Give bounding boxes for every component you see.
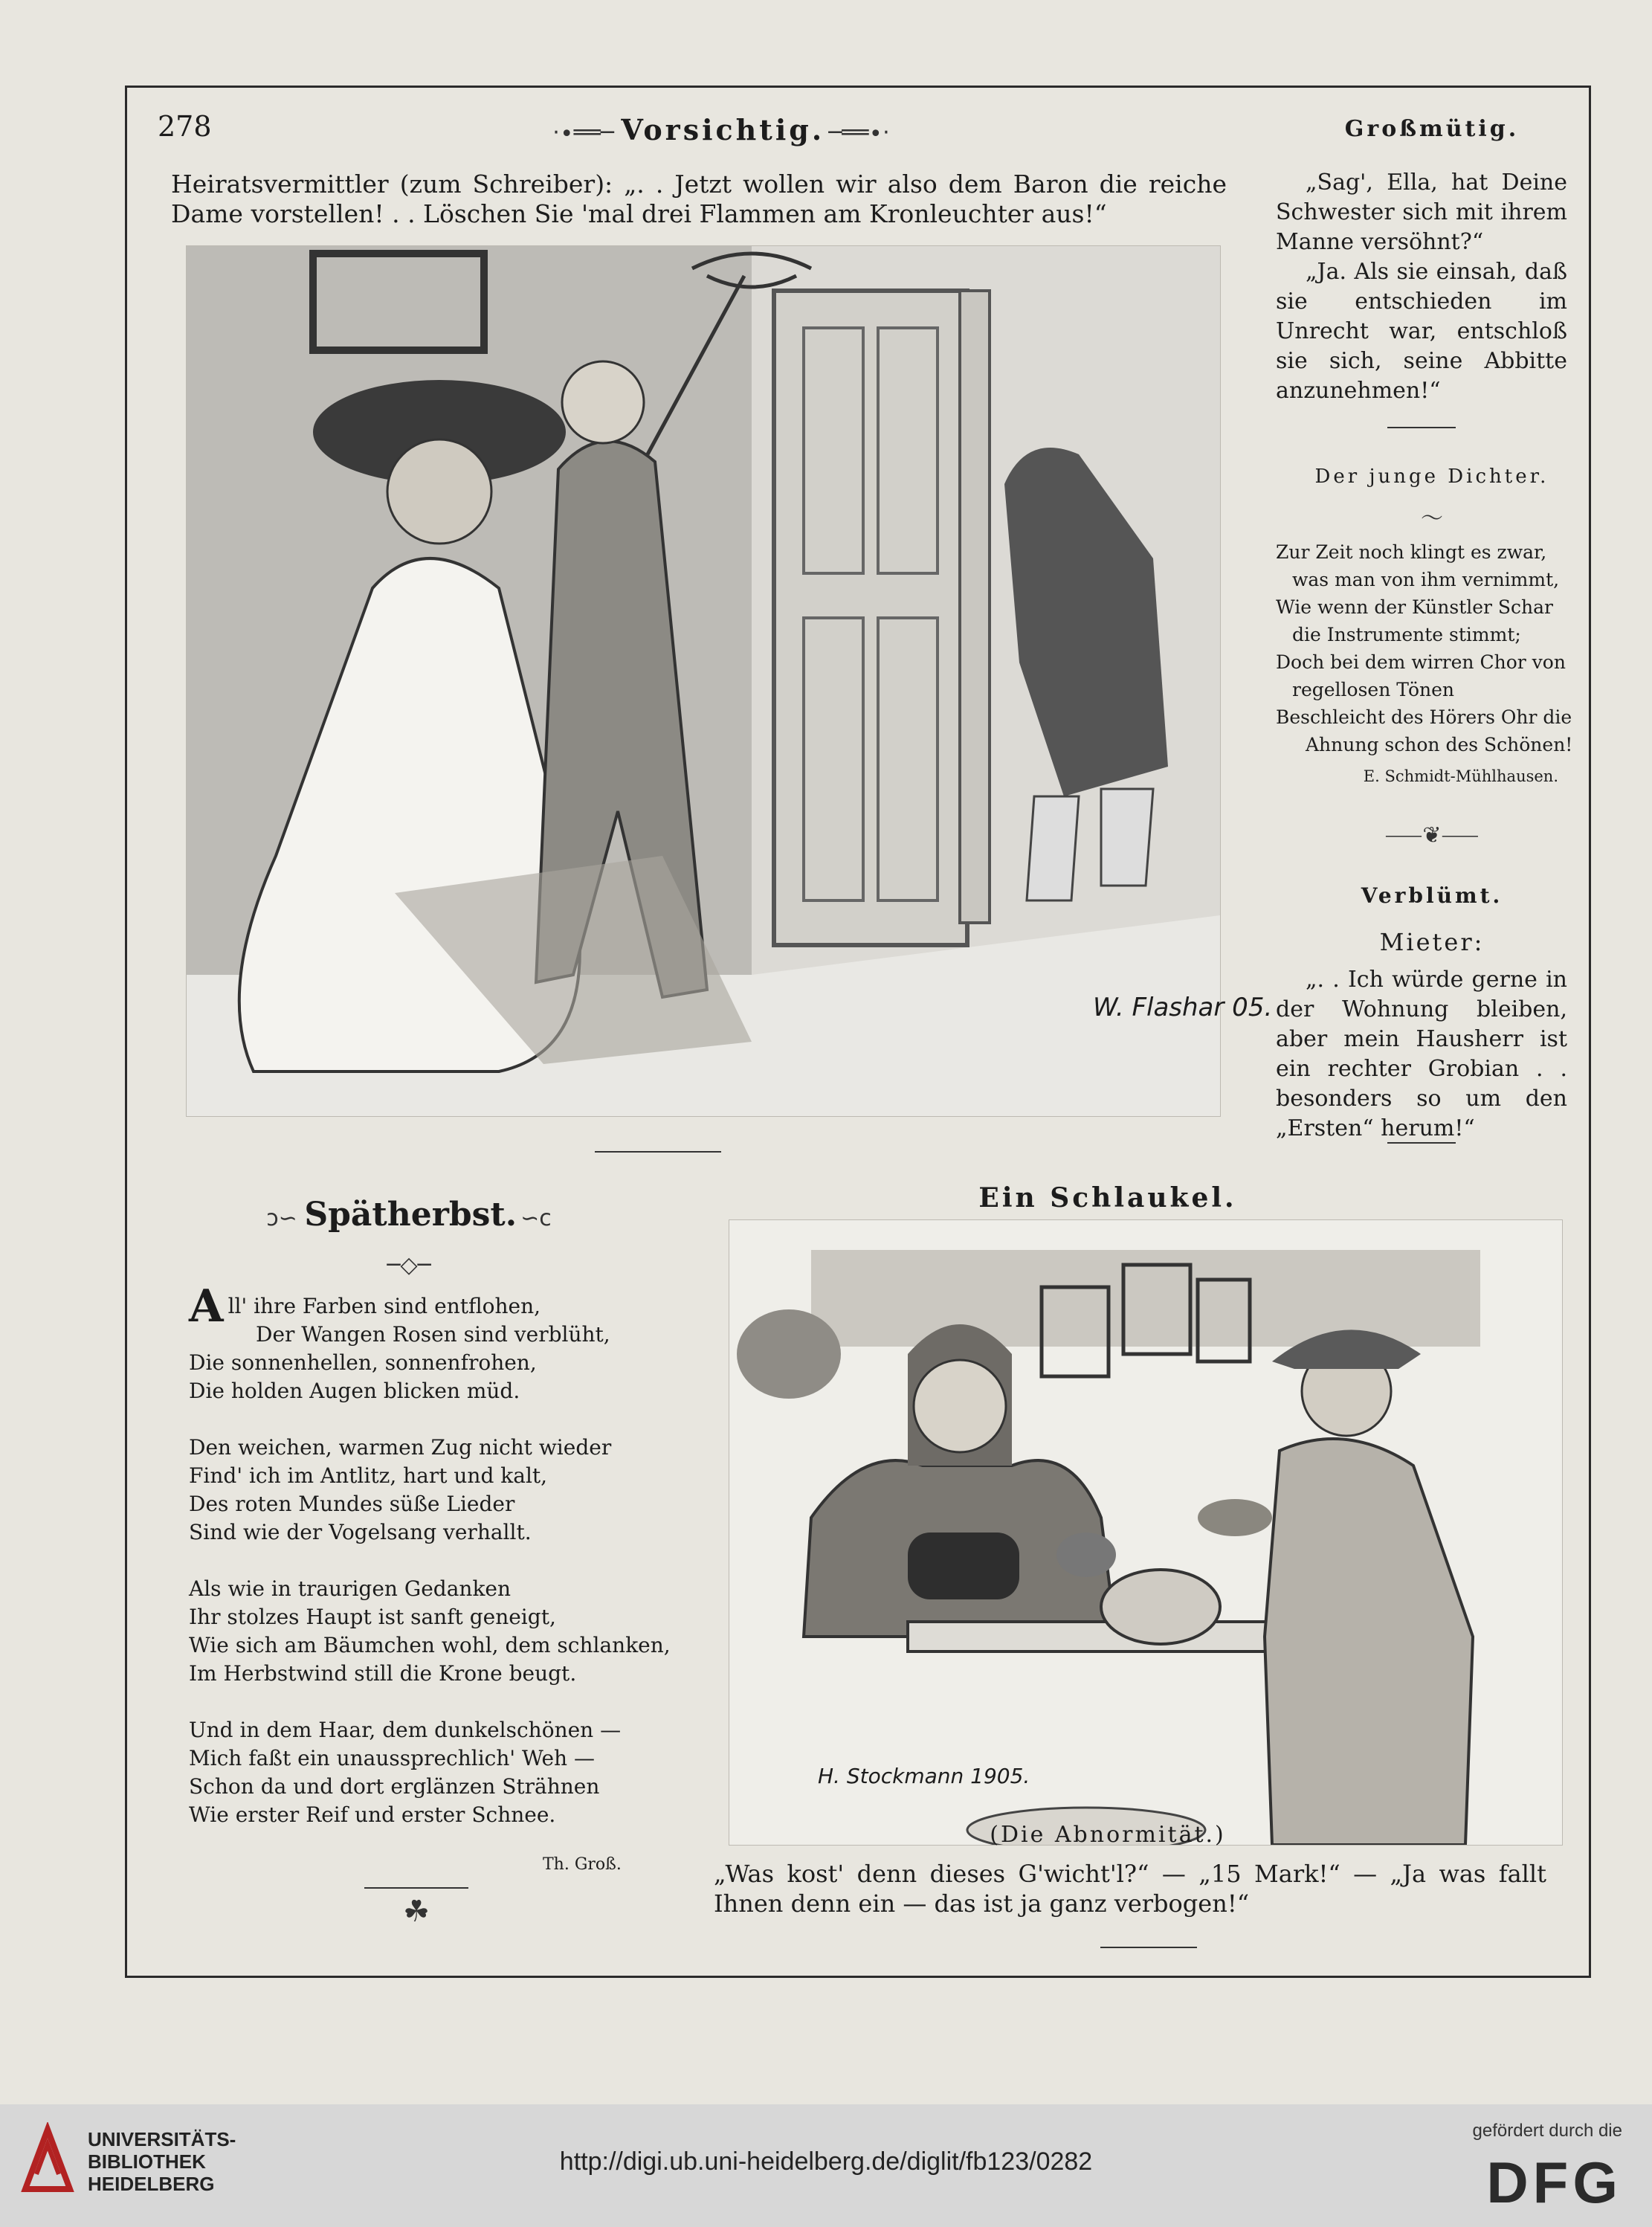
poem-line: Wie wenn der Künstler Schar (1276, 596, 1554, 618)
poem-line: Schon da und dort erglänzen Strähnen (189, 1774, 600, 1799)
dichter-poem (1276, 538, 1573, 758)
poem-line: die Instrumente stimmt; (1292, 624, 1521, 645)
poem-line: Des roten Mundes süße Lieder (189, 1492, 515, 1516)
verbluemt-title: Verblümt. (1361, 883, 1503, 908)
grossmuetig-paragraph-2: „Ja. Als sie einsah, daß sie entschieden im Unrecht war, entschloß sie sich, seine Abbitte anzunehmen!“ (1276, 259, 1567, 404)
cartoon2-title: Ein Schlaukel. (978, 1182, 1237, 1214)
dfg-logo: DFG (1486, 2150, 1622, 2215)
dichter-author: E. Schmidt-Mühlhausen. (1363, 767, 1558, 785)
diamond-ornament-icon: ─◇─ (387, 1252, 431, 1278)
poem-author: Th. Groß. (543, 1855, 622, 1874)
poem-line: Wie erster Reif und erster Schnee. (189, 1802, 556, 1827)
ornament-flourish-icon: ⸺❦⸺ (1384, 822, 1480, 848)
cartoon1-illustration (186, 245, 1221, 1117)
poem-line: Wie sich am Bäumchen wohl, dem schlanken, (189, 1633, 671, 1657)
library-name-line: BIBLIOTHEK (88, 2150, 206, 2173)
ornament-right-icon: ∽c (520, 1205, 552, 1231)
grossmuetig-title: Großmütig. (1344, 116, 1520, 142)
library-name-line: UNIVERSITÄTS- (88, 2128, 236, 2150)
grossmuetig-text (1276, 168, 1567, 406)
poem-line: Mich faßt ein unaussprechlich' Weh — (189, 1746, 595, 1770)
poem-line: All' ihre Farben sind entflohen, (189, 1280, 541, 1332)
dichter-title: Der junge Dichter. (1314, 465, 1549, 488)
poem-title: Spätherbst. (304, 1196, 517, 1234)
ornament-left-icon: ↄ∽ (266, 1205, 305, 1231)
verbluemt-text: „. . Ich würde gerne in der Wohnung bleiben, aber mein Hausherr ist ein rechter Grobian . . besonders so um den „Ersten“ herum!“ (1276, 967, 1567, 1141)
poem-line: Als wie in traurigen Gedanken (189, 1576, 512, 1601)
poem-line: Doch bei dem wirren Chor von (1276, 651, 1566, 673)
divider-line (364, 1887, 468, 1889)
poem-body (189, 1280, 671, 1829)
poem-line: Ahnung schon des Schönen! (1306, 734, 1573, 755)
cartoon2-illustration (729, 1219, 1563, 1846)
salon-scene-image (187, 246, 1220, 1116)
clover-ornament-icon: ☘ (403, 1895, 430, 1929)
cartoon2-signature: H. Stockmann 1905. (818, 1764, 1030, 1788)
poem-line: Find' ich im Antlitz, hart und kalt, (189, 1463, 548, 1488)
poem-line: Beschleicht des Hörers Ohr die (1276, 706, 1572, 728)
shop-scene-image (729, 1220, 1562, 1845)
verbluemt-speaker: Mieter: (1379, 928, 1485, 956)
divider-line (1100, 1947, 1197, 1948)
poem-line: Die holden Augen blicken müd. (189, 1379, 520, 1403)
cartoon2-caption: „Was kost' denn dieses G'wicht'l?“ — „15 Mark!“ — „Ja was fallt Ihnen denn ein — das ist ja ganz verbogen!“ (714, 1860, 1546, 1918)
poem-line: Und in dem Haar, dem dunkelschönen — (189, 1718, 622, 1742)
permalink-url[interactable]: http://digi.ub.uni-heidelberg.de/diglit/fb123/0282 (559, 2147, 1093, 2176)
library-name-line: HEIDELBERG (88, 2173, 215, 2195)
poem-line: regellosen Tönen (1292, 679, 1455, 700)
page-number: 278 (158, 110, 212, 143)
cartoon1-signature: W. Flashar 05. (1093, 993, 1273, 1022)
poem-line: Ihr stolzes Haupt ist sanft geneigt, (189, 1605, 556, 1629)
funded-by-label: gefördert durch die (1472, 2121, 1622, 2141)
cartoon1-title: Vorsichtig. (621, 113, 825, 146)
drop-cap: A (189, 1280, 224, 1332)
poem-line: Im Herbstwind still die Krone beugt. (189, 1661, 577, 1686)
cartoon2-subtitle: (Die Abnormität.) (990, 1822, 1226, 1848)
cartoon1-caption: Heiratsvermittler (zum Schreiber): „. . Jetzt wollen wir also dem Baron die reiche Dame vorstellen! . . Löschen Sie 'mal drei Flammen am Kronleuchter aus!“ (171, 170, 1227, 228)
poem-line: was man von ihm vernimmt, (1292, 569, 1560, 590)
poem-line: Zur Zeit noch klingt es zwar, (1276, 541, 1547, 563)
divider-line (595, 1151, 721, 1153)
divider-line (1387, 427, 1456, 428)
ornament-left-icon: ·∙══─ (552, 120, 622, 146)
squiggle-icon: ～ (1421, 506, 1443, 532)
poem-line: Den weichen, warmen Zug nicht wieder (189, 1435, 612, 1460)
cartoon1-title-row (520, 113, 922, 146)
poem-title-row (186, 1196, 632, 1234)
ornament-right-icon: ─══∙· (828, 120, 890, 146)
grossmuetig-paragraph-1: „Sag', Ella, hat Deine Schwester sich mit ihrem Manne versöhnt?“ (1276, 170, 1567, 255)
divider-line (1387, 1142, 1456, 1144)
poem-line: Der Wangen Rosen sind verblüht, (256, 1322, 610, 1347)
poem-line: Sind wie der Vogelsang verhallt. (189, 1520, 532, 1544)
poem-line: Die sonnenhellen, sonnenfrohen, (189, 1350, 537, 1375)
